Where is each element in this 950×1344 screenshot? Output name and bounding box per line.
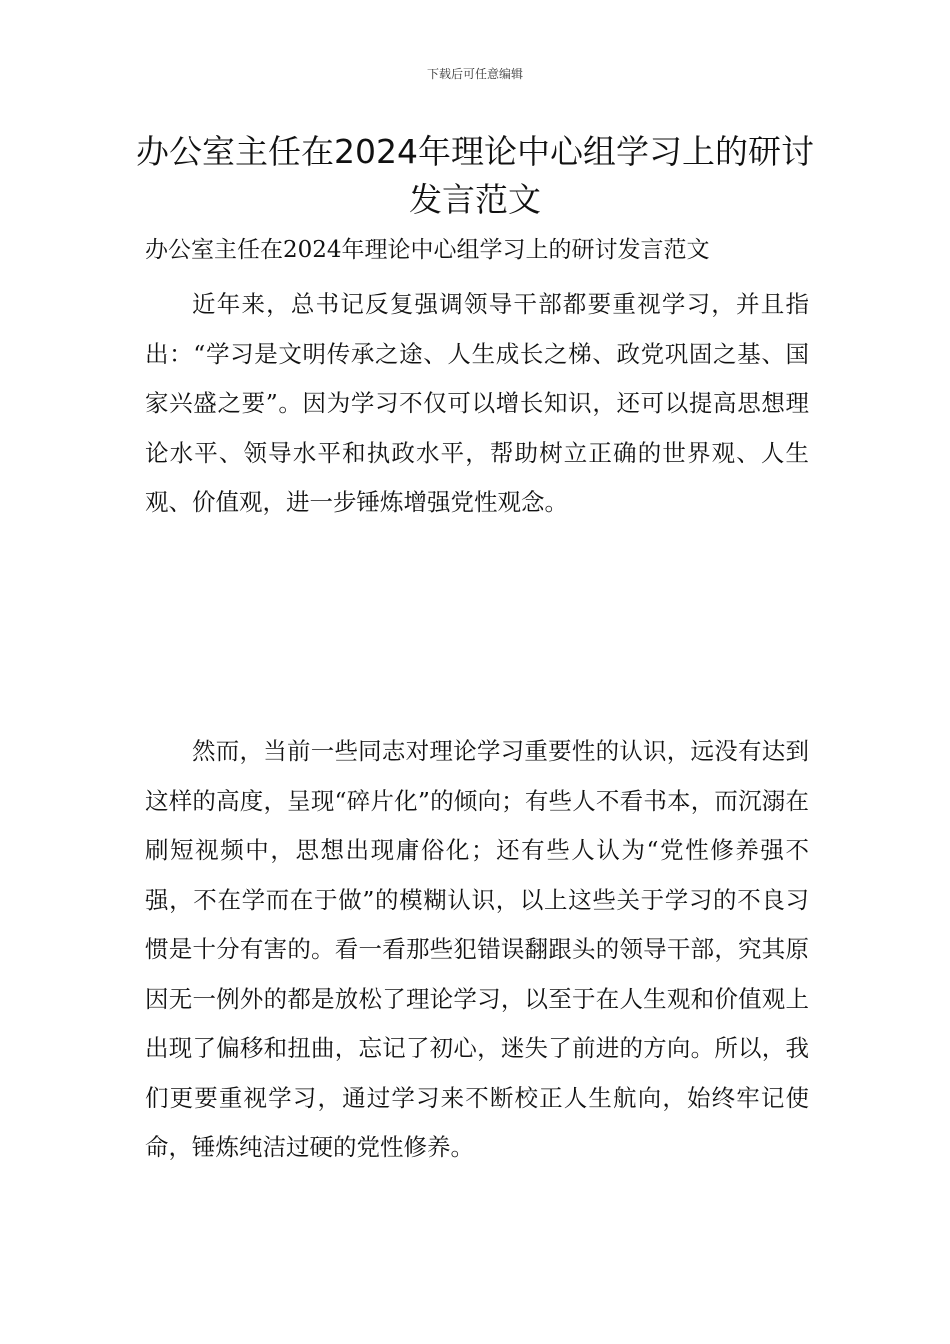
header-note: 下载后可任意编辑 (426, 67, 523, 81)
body-paragraph-2: 然而，当前一些同志对理论学习重要性的认识，远没有达到这样的高度，呈现“碎片化”的倾向；有些人不看书本，而沉溺在刷短视频中，思想出现庸俗化；还有些人认为“党性修养强不强，不在学而在于做”的模糊认识，以上这些关于学习的不良习惯是十分有害的。看一看那些犯错误翻跟头的领导干部，究其原因无一例外的都是放松了理论学习，以至于在人生观和价值观上出现了偏移和扭曲，忘记了初心，迷失了前进的方向。所以，我们更要重视学习，通过学习来不断校正人生航向，始终牢记使命，锤炼纯洁过硬的党性修养。 (145, 737, 809, 1161)
body-paragraph-1: 近年来，总书记反复强调领导干部都要重视学习，并且指出：“学习是文明传承之途、人生成长之梯、政党巩固之基、国家兴盛之要”。因为学习不仅可以增长知识，还可以提高思想理论水平、领导水平和执政水平，帮助树立正确的世界观、人生观、价值观，进一步锤炼增强党性观念。 (145, 290, 809, 516)
document-subtitle: 办公室主任在2024年理论中心组学习上的研讨发言范文 (145, 237, 710, 263)
document-title: 办公室主任在2024年理论中心组学习上的研讨发言范文 (136, 132, 814, 219)
